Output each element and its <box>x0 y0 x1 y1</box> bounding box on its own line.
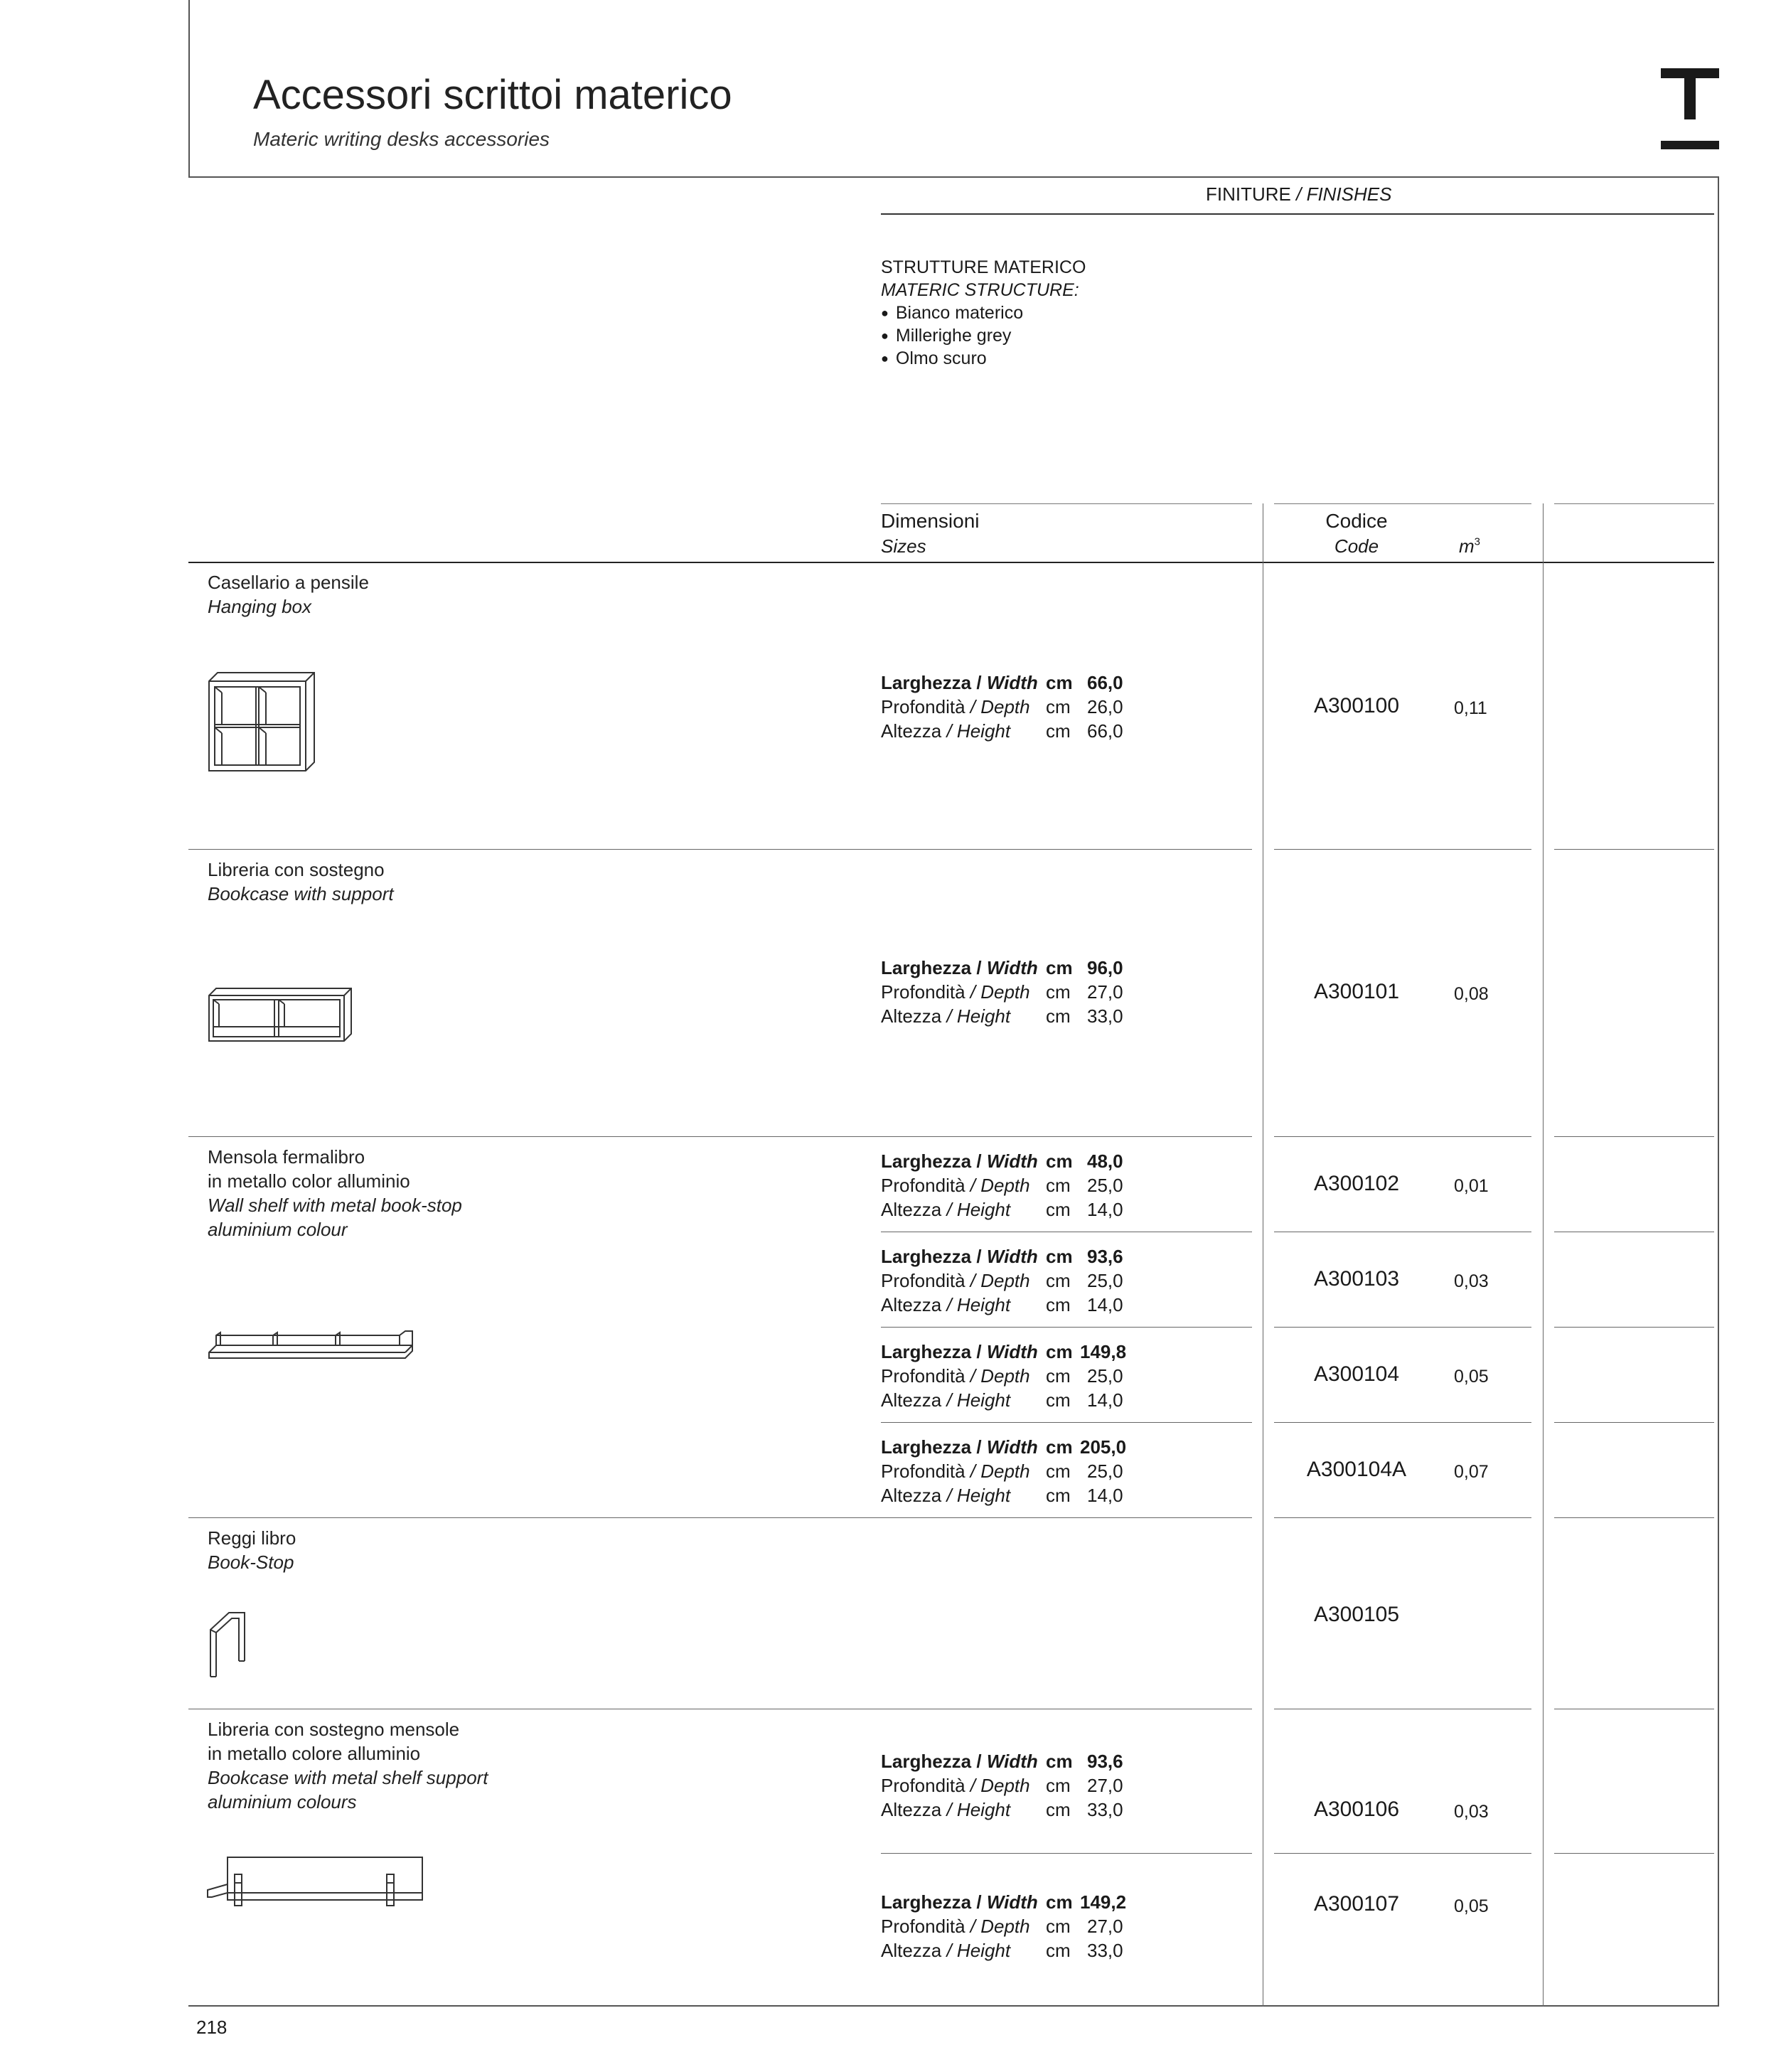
depth-value: 26,0 <box>1087 696 1123 717</box>
page-title: Accessori scrittoi materico <box>253 72 732 118</box>
row-sep <box>1554 1136 1714 1137</box>
width-label: Larghezza / <box>881 672 987 693</box>
row-sep <box>188 1517 1252 1518</box>
depth-label: Profondità <box>881 1460 965 1482</box>
unit: cm <box>1046 1916 1071 1937</box>
variant-sep <box>1554 1327 1714 1328</box>
page-subtitle: Materic writing desks accessories <box>253 128 550 150</box>
unit: cm <box>1046 957 1073 978</box>
width-label: Larghezza / <box>881 1341 987 1362</box>
product-name-it: Libreria con sostegno mensole <box>208 1719 460 1740</box>
width-label: Larghezza / <box>881 1246 987 1267</box>
m3-label: m <box>1459 535 1475 557</box>
bookcase-support-drawing <box>208 987 353 1044</box>
height-label: Altezza <box>881 1940 942 1961</box>
finish-item: ● Millerighe grey <box>881 324 1086 347</box>
depth-value: 25,0 <box>1087 1175 1123 1196</box>
height-label-en: / Height <box>941 720 1011 742</box>
code-header <box>1264 510 1449 557</box>
m3-header <box>1459 535 1480 557</box>
depth-label: Profondità <box>881 1175 965 1196</box>
structure-title: STRUTTURE MATERICO <box>881 257 1086 277</box>
height-label-en: / Height <box>941 1389 1011 1411</box>
unit: cm <box>1046 1940 1071 1961</box>
depth-label-en: / Depth <box>965 981 1030 1003</box>
product-volume: 0,03 <box>1454 1802 1489 1822</box>
width-label-en: Width <box>986 1891 1038 1913</box>
finishes-label <box>1206 183 1391 205</box>
row-sep <box>188 849 1252 850</box>
brand-logo <box>1661 61 1719 154</box>
width-label-en: Width <box>986 1150 1038 1172</box>
variant-sep <box>1274 1422 1531 1423</box>
wall-shelf-drawing <box>208 1330 414 1360</box>
variant-sep <box>1274 1853 1531 1854</box>
height-value: 14,0 <box>1087 1485 1123 1506</box>
product-name-en: Bookcase with metal shelf support <box>208 1767 488 1788</box>
depth-label: Profondità <box>881 696 965 717</box>
width-label: Larghezza / <box>881 1150 987 1172</box>
row-sep <box>1274 849 1531 850</box>
unit: cm <box>1046 1365 1071 1387</box>
height-value: 33,0 <box>1087 1005 1123 1027</box>
finishes-title: FINITURE <box>1206 183 1291 205</box>
product-name-it-2: in metallo color alluminio <box>208 1170 410 1192</box>
height-label-en: / Height <box>941 1294 1011 1315</box>
height-value: 66,0 <box>1087 720 1123 742</box>
product-volume: 0,05 <box>1454 1367 1489 1387</box>
product-name-bookcase-support <box>208 858 394 906</box>
depth-label-en: / Depth <box>965 696 1030 717</box>
product-name-en: Bookcase with support <box>208 883 394 904</box>
height-value: 33,0 <box>1087 1940 1123 1961</box>
height-label-en: / Height <box>941 1005 1011 1027</box>
depth-value: 25,0 <box>1087 1460 1123 1482</box>
unit: cm <box>1046 1775 1071 1796</box>
unit: cm <box>1046 1294 1071 1315</box>
page-number: 218 <box>196 2017 228 2038</box>
width-value: 149,2 <box>1080 1891 1127 1913</box>
width-label: Larghezza / <box>881 1436 987 1458</box>
unit: cm <box>1046 1005 1071 1027</box>
finish-item: ● Bianco materico <box>881 301 1086 324</box>
product-code: A300106 <box>1313 1798 1400 1821</box>
height-label: Altezza <box>881 1199 942 1220</box>
frame-top-rule <box>188 176 1719 178</box>
product-name-it: Casellario a pensile <box>208 572 369 593</box>
unit: cm <box>1046 720 1071 742</box>
depth-label-en: / Depth <box>965 1175 1030 1196</box>
finish-item: ● Olmo scuro <box>881 347 1086 370</box>
depth-label-en: / Depth <box>965 1365 1030 1387</box>
depth-label-en: / Depth <box>965 1916 1030 1937</box>
depth-value: 27,0 <box>1087 981 1123 1003</box>
product-name-en: Book-Stop <box>208 1552 294 1573</box>
product-volume: 0,01 <box>1454 1176 1489 1196</box>
width-value: 93,6 <box>1087 1246 1123 1267</box>
unit: cm <box>1046 1436 1073 1458</box>
product-name-hanging-box <box>208 570 369 619</box>
product-name-it-2: in metallo colore alluminio <box>208 1743 421 1764</box>
product-volume: 0,05 <box>1454 1896 1489 1916</box>
depth-label: Profondità <box>881 981 965 1003</box>
dimensions-header <box>881 510 980 557</box>
variant-sep <box>1274 1327 1531 1328</box>
product-name-it: Reggi libro <box>208 1527 296 1549</box>
product-volume: 0,07 <box>1454 1462 1489 1482</box>
height-label: Altezza <box>881 1799 942 1820</box>
product-code: A300104A <box>1306 1458 1407 1481</box>
width-label: Larghezza / <box>881 957 987 978</box>
unit: cm <box>1046 1751 1073 1772</box>
product-code: A300104 <box>1313 1362 1400 1386</box>
product-name-bookcase-shelf-support <box>208 1717 488 1814</box>
product-name-book-stop <box>208 1526 296 1574</box>
product-name-wall-shelf <box>208 1145 462 1241</box>
unit: cm <box>1046 1485 1071 1506</box>
width-label-en: Width <box>986 1341 1038 1362</box>
product-name-en: Wall shelf with metal book-stop <box>208 1195 462 1216</box>
width-label-en: Width <box>986 672 1038 693</box>
width-label: Larghezza / <box>881 1891 987 1913</box>
variant-sep <box>1554 1853 1714 1854</box>
header-rule-right <box>1554 503 1714 504</box>
row-sep <box>1554 1517 1714 1518</box>
height-label: Altezza <box>881 1294 942 1315</box>
table-header-rule <box>188 562 1714 563</box>
unit: cm <box>1046 1389 1071 1411</box>
variant-sep <box>881 1327 1252 1328</box>
product-volume: 0,08 <box>1454 984 1489 1004</box>
structure-finishes <box>881 256 1086 370</box>
unit: cm <box>1046 672 1073 693</box>
product-volume: 0,03 <box>1454 1271 1489 1291</box>
product-name-it: Libreria con sostegno <box>208 859 385 880</box>
structure-title-en: MATERIC STRUCTURE: <box>881 280 1079 300</box>
finishes-title-en: / FINISHES <box>1296 183 1392 205</box>
unit: cm <box>1046 1246 1073 1267</box>
unit: cm <box>1046 1270 1071 1291</box>
height-label-en: / Height <box>941 1940 1011 1961</box>
depth-label: Profondità <box>881 1270 965 1291</box>
product-code: A300103 <box>1313 1267 1400 1291</box>
width-value: 96,0 <box>1087 957 1123 978</box>
product-name-en: Hanging box <box>208 596 311 617</box>
depth-label-en: / Depth <box>965 1460 1030 1482</box>
variant-sep <box>1554 1422 1714 1423</box>
unit: cm <box>1046 696 1071 717</box>
product-name-it: Mensola fermalibro <box>208 1146 365 1168</box>
hanging-box-drawing <box>208 671 316 772</box>
bookcase-shelf-support-drawing <box>206 1856 424 1910</box>
unit: cm <box>1046 1460 1071 1482</box>
height-label: Altezza <box>881 720 942 742</box>
product-volume: 0,11 <box>1454 698 1487 718</box>
unit: cm <box>1046 1799 1071 1820</box>
finishes-rule <box>881 213 1714 215</box>
row-sep <box>188 1136 1252 1137</box>
height-label: Altezza <box>881 1389 942 1411</box>
height-label: Altezza <box>881 1485 942 1506</box>
width-value: 205,0 <box>1080 1436 1127 1458</box>
unit: cm <box>1046 1175 1071 1196</box>
depth-label: Profondità <box>881 1916 965 1937</box>
width-label-en: Width <box>986 1751 1038 1772</box>
depth-value: 27,0 <box>1087 1775 1123 1796</box>
width-value: 66,0 <box>1087 672 1123 693</box>
depth-value: 25,0 <box>1087 1270 1123 1291</box>
unit: cm <box>1046 981 1071 1003</box>
row-sep <box>1274 1517 1531 1518</box>
height-value: 14,0 <box>1087 1199 1123 1220</box>
depth-value: 27,0 <box>1087 1916 1123 1937</box>
width-value: 48,0 <box>1087 1150 1123 1172</box>
product-code: A300100 <box>1313 694 1400 717</box>
product-name-en-2: aluminium colour <box>208 1219 348 1240</box>
width-label-en: Width <box>986 1246 1038 1267</box>
product-name-en-2: aluminium colours <box>208 1791 357 1812</box>
frame-left-top <box>188 0 190 178</box>
height-value: 14,0 <box>1087 1294 1123 1315</box>
variant-sep <box>881 1422 1252 1423</box>
book-stop-drawing <box>208 1610 247 1678</box>
code-label: Code <box>1334 535 1379 557</box>
height-value: 33,0 <box>1087 1799 1123 1820</box>
width-label: Larghezza / <box>881 1751 987 1772</box>
header-rule-code <box>1274 503 1531 504</box>
height-label-en: / Height <box>941 1799 1011 1820</box>
depth-label: Profondità <box>881 1365 965 1387</box>
header-rule-dims <box>881 503 1252 504</box>
height-label-en: / Height <box>941 1485 1011 1506</box>
depth-value: 25,0 <box>1087 1365 1123 1387</box>
depth-label: Profondità <box>881 1775 965 1796</box>
codice-label: Codice <box>1325 510 1388 532</box>
sizes-label: Sizes <box>881 535 926 557</box>
unit: cm <box>1046 1150 1073 1172</box>
width-value: 149,8 <box>1080 1341 1127 1362</box>
unit: cm <box>1046 1341 1073 1362</box>
frame-right <box>1718 176 1719 2007</box>
product-code: A300102 <box>1313 1172 1400 1195</box>
width-label-en: Width <box>986 1436 1038 1458</box>
dimensions-label: Dimensioni <box>881 510 980 532</box>
height-label: Altezza <box>881 1005 942 1027</box>
row-sep <box>1554 849 1714 850</box>
depth-label-en: / Depth <box>965 1270 1030 1291</box>
unit: cm <box>1046 1891 1073 1913</box>
height-value: 14,0 <box>1087 1389 1123 1411</box>
width-label-en: Width <box>986 957 1038 978</box>
product-code: A300101 <box>1313 980 1400 1003</box>
product-code: A300107 <box>1313 1892 1400 1916</box>
unit: cm <box>1046 1199 1071 1220</box>
col-line-2 <box>1543 503 1544 2007</box>
width-value: 93,6 <box>1087 1751 1123 1772</box>
variant-sep <box>881 1853 1252 1854</box>
m3-sup: 3 <box>1474 535 1481 548</box>
depth-label-en: / Depth <box>965 1775 1030 1796</box>
height-label-en: / Height <box>941 1199 1011 1220</box>
row-sep <box>1274 1136 1531 1137</box>
product-code: A300105 <box>1313 1603 1400 1626</box>
frame-bottom-rule <box>188 2005 1719 2007</box>
